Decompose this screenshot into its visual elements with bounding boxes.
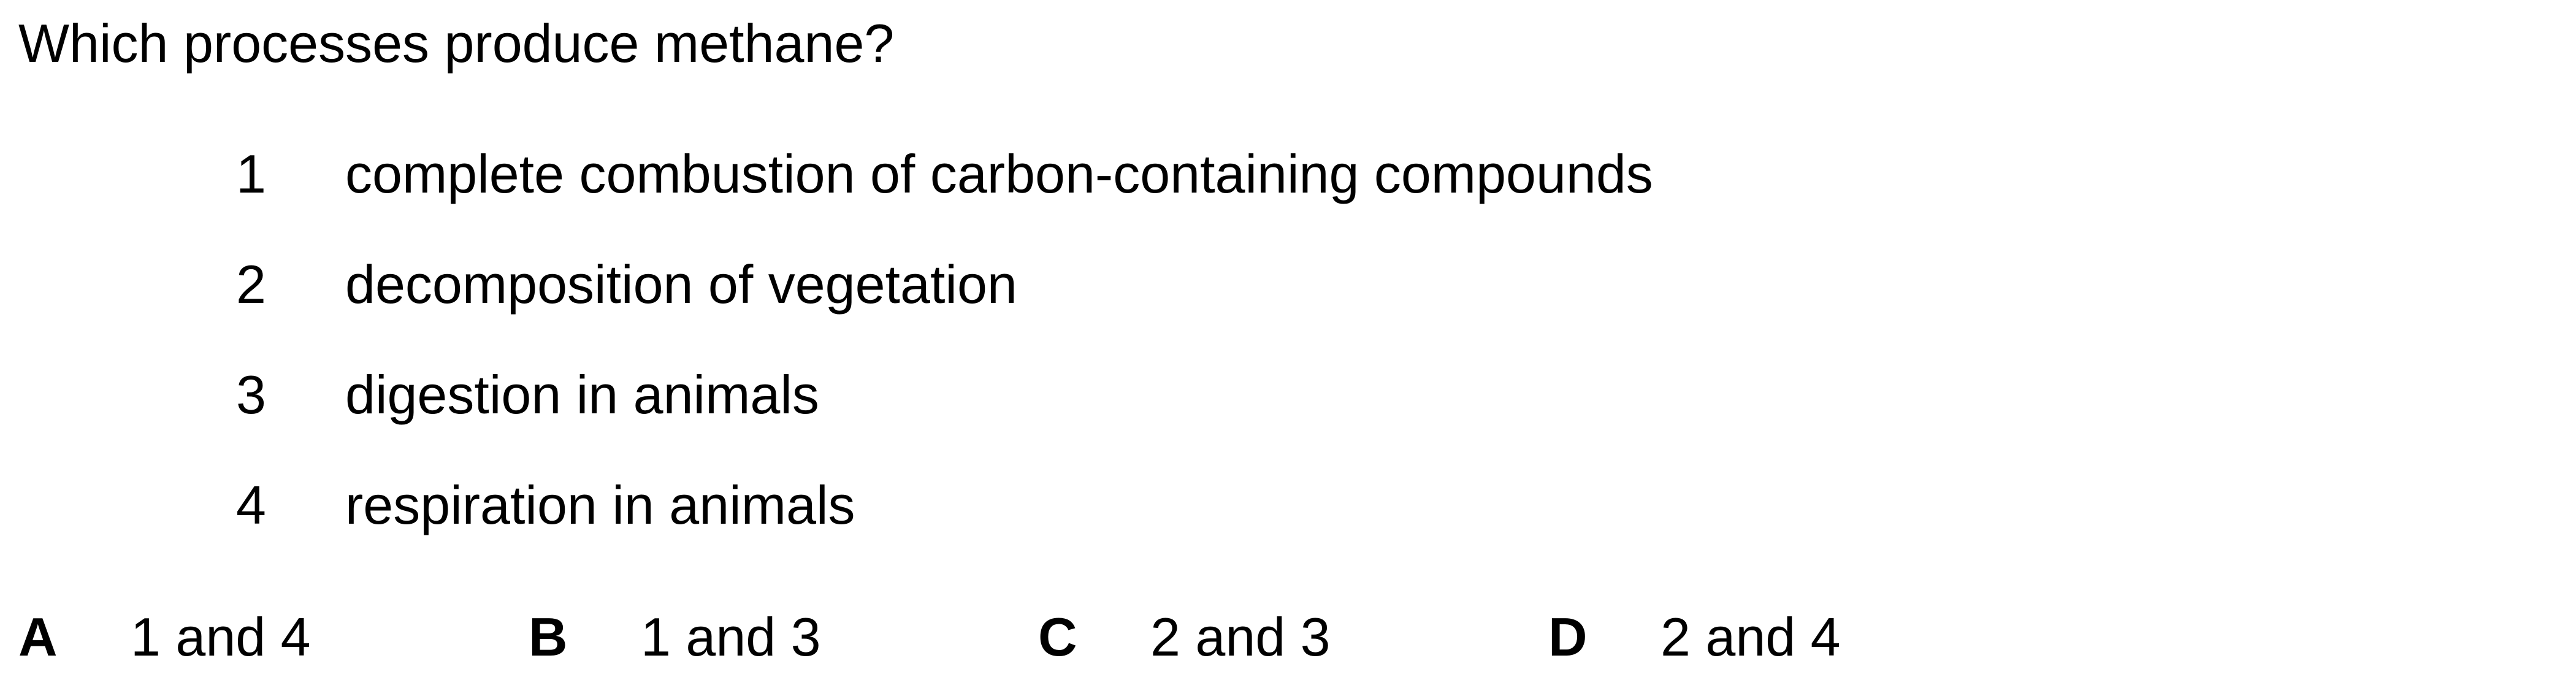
option-letter: C — [1038, 607, 1077, 667]
statement-text: complete combustion of carbon-containing compounds — [345, 144, 1653, 204]
option-text: 2 and 3 — [1150, 607, 1331, 667]
answer-options — [0, 606, 2576, 679]
question-text: Which processes produce methane? — [18, 13, 895, 74]
statement-number: 4 — [236, 475, 266, 535]
option-text: 1 and 4 — [131, 607, 311, 667]
option-letter: D — [1548, 607, 1588, 667]
statement-number: 2 — [236, 254, 266, 315]
option-letter: A — [18, 607, 58, 667]
statement-text: respiration in animals — [345, 475, 855, 535]
option-text: 1 and 3 — [641, 607, 821, 667]
option-text: 2 and 4 — [1661, 607, 1841, 667]
statement-text: decomposition of vegetation — [345, 254, 1017, 315]
option-letter: B — [529, 607, 568, 667]
statement-number: 3 — [236, 364, 266, 425]
statement-number: 1 — [236, 144, 266, 204]
statement-text: digestion in animals — [345, 364, 819, 425]
